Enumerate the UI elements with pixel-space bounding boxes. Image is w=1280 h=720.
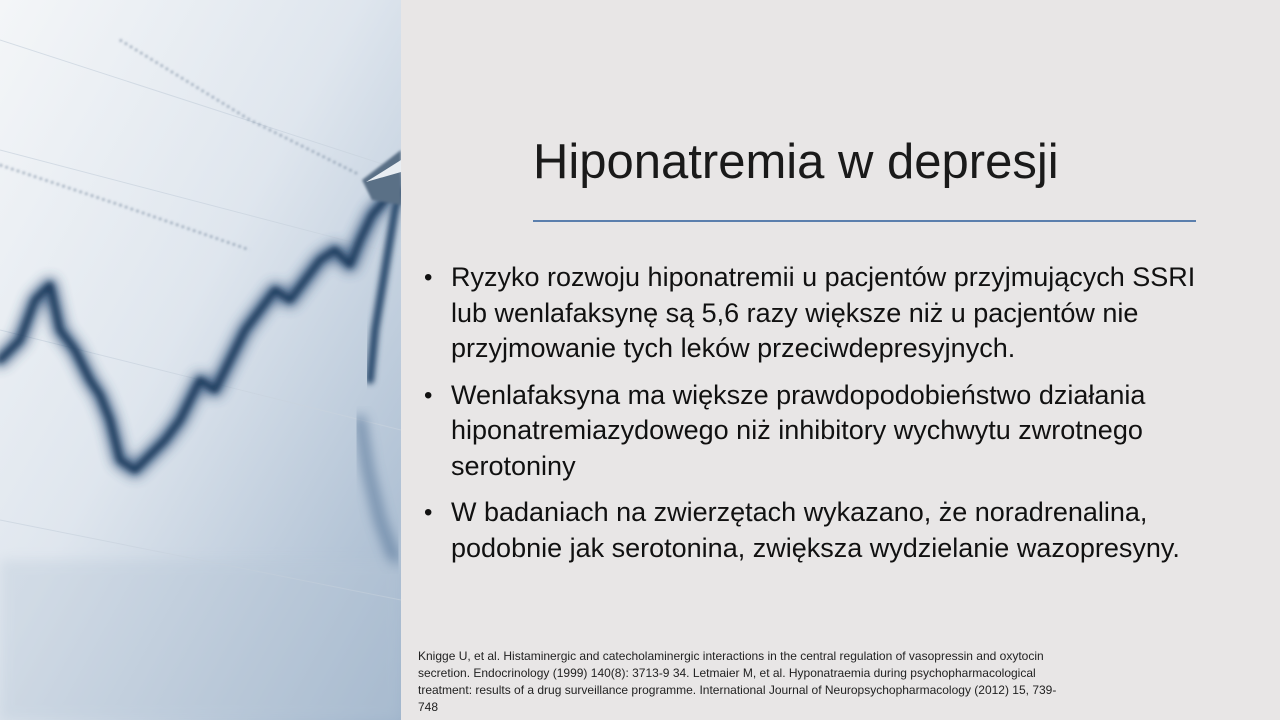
- bullet-item: [424, 378, 1224, 485]
- title-divider: [533, 220, 1196, 222]
- bullet-dot-icon: •: [424, 264, 433, 291]
- bullet-item: [424, 495, 1224, 566]
- bullet-list: [424, 260, 1224, 577]
- bullet-dot-icon: •: [424, 381, 433, 409]
- bullet-item: [424, 260, 1224, 367]
- bullet-dot-icon: •: [424, 499, 433, 526]
- bullet-text: Ryzyko rozwoju hiponatremii u pacjentów przyjmujących SSRI lub wenlafaksynę są 5,6 razy większe niż u pacjentów nie przyjmowanie tych leków przeciwdepresyjnych.: [451, 262, 1196, 363]
- bullet-text: W badaniach na zwierzętach wykazano, że noradrenalina, podobnie jak serotonina, zwiększa wydzielanie wazopresyny.: [451, 497, 1180, 563]
- stock-chart-photo: [0, 0, 401, 720]
- slide-title: Hiponatremia w depresji: [533, 135, 1059, 189]
- reference-citation: Knigge U, et al. Histaminergic and catecholaminergic interactions in the central regulation of vasopressin and oxytocin secretion. Endocrinology (1999) 140(8): 3713-9 34. Letmaier M, et al. Hyponatraemia during psychopharmacological treatment: results of a drug surveillance programme. International Journal of Neuropsychopharmacology (2012) 15, 739-748: [418, 649, 1057, 714]
- bullet-text: Wenlafaksyna ma większe prawdopodobieństwo działania hiponatremiazydowego niż inhibitory wychwytu zwrotnego serotoniny: [451, 379, 1146, 481]
